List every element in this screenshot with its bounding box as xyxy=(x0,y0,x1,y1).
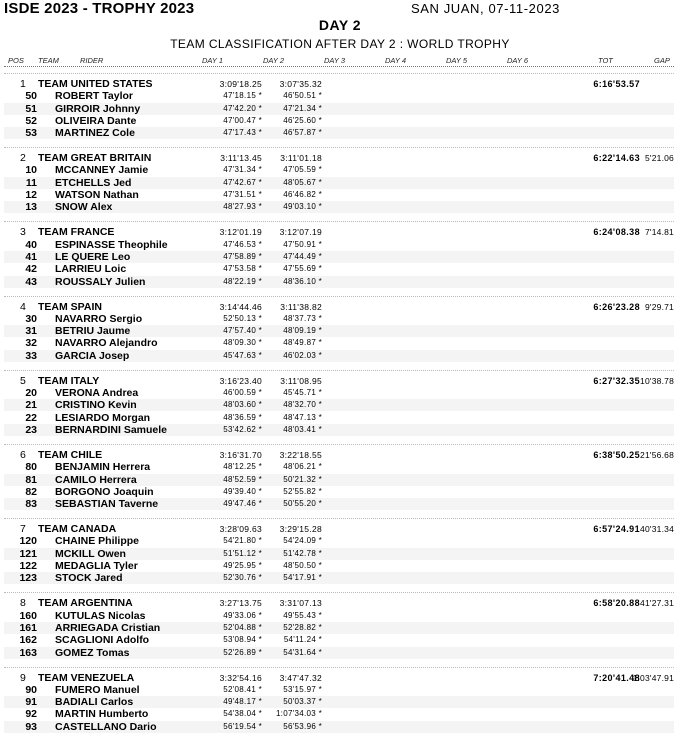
rider-day1-time: 54'38.04 * xyxy=(223,709,262,719)
rider-number: 163 xyxy=(19,646,37,659)
team-day2-time: 3:11'01.18 xyxy=(280,153,322,164)
rider-name: BORGONO Joaquin xyxy=(55,485,154,498)
team-name: TEAM VENEZUELA xyxy=(38,671,135,684)
team-total-time: 6:38'50.25 xyxy=(593,450,640,460)
rider-day2-time: 52'55.82 * xyxy=(283,486,322,496)
rider-name: SNOW Alex xyxy=(55,201,113,214)
rider-number: 22 xyxy=(25,411,37,424)
rider-day2-time: 48'49.87 * xyxy=(283,338,322,348)
rider-number: 123 xyxy=(19,572,37,585)
rider-name: ROBERT Taylor xyxy=(55,90,133,103)
team-gap: 40'31.34 xyxy=(640,524,674,535)
rider-row xyxy=(0,164,680,176)
team-position: 1 xyxy=(20,78,26,90)
team-total-time: 6:16'53.57 xyxy=(593,79,640,89)
team-day1-time: 3:16'31.70 xyxy=(219,450,262,460)
team-day1-time: 3:11'13.45 xyxy=(220,153,262,164)
rider-day2-time: 47'44.49 * xyxy=(283,251,322,261)
rider-day1-time: 49'25.95 * xyxy=(223,561,262,571)
event-title: ISDE 2023 - TROPHY 2023 xyxy=(4,0,195,17)
rider-row xyxy=(0,276,680,288)
rider-day2-time: 50'03.37 * xyxy=(283,697,322,707)
rider-day2-time: 53'15.97 * xyxy=(283,684,322,694)
team-separator xyxy=(4,296,674,297)
rider-row xyxy=(0,127,680,139)
team-position: 6 xyxy=(20,449,26,461)
rider-day1-time: 53'08.94 * xyxy=(223,635,262,645)
team-gap: 21'56.68 xyxy=(640,450,674,460)
rider-day2-time: 46'50.51 * xyxy=(283,91,322,101)
rider-day2-time: 56'53.96 * xyxy=(283,721,322,731)
rider-row xyxy=(0,115,680,127)
team-gap: 9'29.71 xyxy=(644,301,674,312)
rider-name: LE QUERE Leo xyxy=(55,250,131,263)
rider-number: 12 xyxy=(25,189,37,202)
rider-day1-time: 49'39.40 * xyxy=(223,486,262,496)
rider-name: CRISTINO Kevin xyxy=(55,399,137,412)
rider-row xyxy=(0,622,680,634)
rider-row xyxy=(0,387,680,399)
col-day6: DAY 6 xyxy=(507,56,528,65)
rider-day1-time: 48'12.25 * xyxy=(223,462,262,472)
team-day1-time: 3:14'44.46 xyxy=(219,301,262,312)
rider-name: MCKILL Owen xyxy=(55,547,126,560)
team-row xyxy=(0,597,680,609)
rider-day2-time: 48'32.70 * xyxy=(283,400,322,410)
team-total-time: 7:20'41.48 xyxy=(593,672,640,683)
rider-name: SCAGLIONI Adolfo xyxy=(55,634,150,647)
team-name: TEAM UNITED STATES xyxy=(38,78,153,90)
rider-day2-time: 1:07'34.03 * xyxy=(275,709,322,719)
rider-day2-time: 48'05.67 * xyxy=(283,177,322,187)
rider-name: ESPINASSE Theophile xyxy=(55,238,168,251)
rider-day1-time: 52'30.76 * xyxy=(223,573,262,583)
rider-name: BADIALI Carlos xyxy=(55,696,134,709)
rider-row xyxy=(0,498,680,510)
rider-day1-time: 47'18.15 * xyxy=(223,91,262,101)
team-day2-time: 3:31'07.13 xyxy=(279,598,322,609)
rider-day2-time: 47'21.34 * xyxy=(283,103,322,113)
rider-day1-time: 49'47.46 * xyxy=(223,499,262,509)
rider-name: ARRIEGADA Cristian xyxy=(55,621,161,634)
team-name: TEAM CANADA xyxy=(38,523,117,536)
rider-row xyxy=(0,535,680,547)
rider-number: 52 xyxy=(25,114,37,127)
rider-row xyxy=(0,610,680,622)
team-total-time: 6:24'08.38 xyxy=(593,227,640,238)
rider-day2-time: 48'47.13 * xyxy=(283,412,322,422)
rider-name: CAMILO Herrera xyxy=(55,473,137,486)
rider-name: GIRROIR Johnny xyxy=(55,102,141,115)
rider-day2-time: 48'09.19 * xyxy=(283,326,322,336)
rider-name: CHAINE Philippe xyxy=(55,535,140,548)
rider-day1-time: 48'27.93 * xyxy=(223,202,262,212)
rider-day2-time: 45'45.71 * xyxy=(283,388,322,398)
rider-row xyxy=(0,350,680,362)
rider-name: MCCANNEY Jamie xyxy=(55,164,149,177)
rider-day2-time: 49'55.43 * xyxy=(283,610,322,620)
col-rider: RIDER xyxy=(80,56,104,65)
rider-day2-time: 48'36.10 * xyxy=(283,276,322,286)
rider-number: 10 xyxy=(25,164,37,177)
col-day5: DAY 5 xyxy=(446,56,467,65)
rider-row xyxy=(0,634,680,646)
rider-row xyxy=(0,103,680,115)
rider-name: GOMEZ Tomas xyxy=(55,646,130,659)
rider-number: 93 xyxy=(25,720,37,733)
rider-number: 91 xyxy=(25,696,37,709)
rider-row xyxy=(0,189,680,201)
rider-day1-time: 48'09.30 * xyxy=(223,338,262,348)
team-row xyxy=(0,152,680,164)
rider-row xyxy=(0,721,680,733)
rider-name: ROUSSALY Julien xyxy=(55,275,146,288)
rider-number: 31 xyxy=(25,325,37,338)
rider-day1-time: 47'58.89 * xyxy=(223,251,262,261)
rider-number: 32 xyxy=(25,337,37,350)
rider-day2-time: 51'42.78 * xyxy=(283,548,322,558)
rider-day2-time: 46'25.60 * xyxy=(283,115,322,125)
rider-number: 120 xyxy=(19,535,37,548)
rider-day1-time: 56'19.54 * xyxy=(223,721,262,731)
team-position: 3 xyxy=(20,226,26,239)
rider-name: KUTULAS Nicolas xyxy=(55,609,146,622)
rider-day1-time: 49'33.06 * xyxy=(223,610,262,620)
team-separator xyxy=(4,147,674,148)
rider-name: FUMERO Manuel xyxy=(55,683,140,696)
rider-row xyxy=(0,239,680,251)
rider-day2-time: 48'06.21 * xyxy=(283,462,322,472)
col-pos: POS xyxy=(8,56,24,65)
team-total-time: 6:58'20.88 xyxy=(593,598,640,609)
rider-day1-time: 47'17.43 * xyxy=(223,128,262,138)
team-gap: 41'27.31 xyxy=(640,598,674,609)
rider-name: CASTELLANO Dario xyxy=(55,720,157,733)
rider-name: ETCHELLS Jed xyxy=(55,176,132,189)
team-gap: 1:03'47.91 xyxy=(632,672,674,683)
team-row xyxy=(0,523,680,535)
team-day2-time: 3:47'47.32 xyxy=(279,672,322,683)
team-day1-time: 3:32'54.16 xyxy=(219,672,262,683)
rider-day2-time: 47'05.59 * xyxy=(283,165,322,175)
team-day2-time: 3:29'15.28 xyxy=(279,524,322,535)
team-separator xyxy=(4,592,674,593)
rider-day1-time: 49'48.17 * xyxy=(223,697,262,707)
rider-row xyxy=(0,177,680,189)
rider-row xyxy=(0,696,680,708)
team-position: 2 xyxy=(20,152,26,165)
rider-name: LESIARDO Morgan xyxy=(55,411,151,424)
team-name: TEAM ITALY xyxy=(38,374,100,387)
team-name: TEAM ARGENTINA xyxy=(38,597,133,610)
rider-day1-time: 52'08.41 * xyxy=(223,684,262,694)
team-gap: 10'38.78 xyxy=(640,375,674,386)
rider-day1-time: 46'00.59 * xyxy=(223,388,262,398)
rider-row xyxy=(0,201,680,213)
rider-row xyxy=(0,263,680,275)
rider-number: 21 xyxy=(25,399,37,412)
rider-row xyxy=(0,684,680,696)
rider-day1-time: 47'57.40 * xyxy=(223,326,262,336)
team-total-time: 6:27'32.35 xyxy=(593,375,640,386)
rider-day1-time: 47'53.58 * xyxy=(223,264,262,274)
rider-number: 83 xyxy=(25,498,37,511)
team-position: 8 xyxy=(20,597,26,610)
col-team: TEAM xyxy=(38,56,59,65)
team-row xyxy=(0,375,680,387)
rider-day1-time: 52'50.13 * xyxy=(223,313,262,323)
team-separator xyxy=(4,518,674,519)
col-tot: TOT xyxy=(598,56,613,65)
rider-day2-time: 47'55.69 * xyxy=(283,264,322,274)
rider-row xyxy=(0,548,680,560)
rider-day1-time: 52'26.89 * xyxy=(223,647,262,657)
rider-name: BENJAMIN Herrera xyxy=(55,461,151,474)
rider-row xyxy=(0,560,680,572)
rider-row xyxy=(0,708,680,720)
rider-row xyxy=(0,90,680,102)
rider-day1-time: 48'22.19 * xyxy=(223,276,262,286)
rider-number: 20 xyxy=(25,387,37,400)
rider-number: 11 xyxy=(25,176,37,189)
rider-day2-time: 50'21.32 * xyxy=(283,474,322,484)
rider-name: OLIVEIRA Dante xyxy=(55,114,137,127)
rider-row xyxy=(0,486,680,498)
rider-day2-time: 49'03.10 * xyxy=(283,202,322,212)
rider-day2-time: 50'55.20 * xyxy=(283,499,322,509)
header-rule xyxy=(4,66,674,67)
rider-name: BERNARDINI Samuele xyxy=(55,423,168,436)
rider-day2-time: 48'37.73 * xyxy=(283,313,322,323)
rider-number: 33 xyxy=(25,349,37,362)
rider-number: 82 xyxy=(25,485,37,498)
rider-number: 162 xyxy=(19,634,37,647)
rider-number: 13 xyxy=(25,201,37,214)
rider-number: 41 xyxy=(25,250,37,263)
rider-number: 53 xyxy=(25,127,37,140)
rider-name: GARCIA Josep xyxy=(55,349,130,362)
team-day2-time: 3:11'38.82 xyxy=(280,301,322,312)
rider-number: 40 xyxy=(25,238,37,251)
rider-day2-time: 54'17.91 * xyxy=(283,573,322,583)
team-position: 9 xyxy=(20,671,26,684)
team-total-time: 6:26'23.28 xyxy=(593,301,640,312)
rider-row xyxy=(0,572,680,584)
rider-number: 90 xyxy=(25,683,37,696)
team-gap: 5'21.06 xyxy=(644,153,674,164)
rider-name: NAVARRO Sergio xyxy=(55,312,143,325)
rider-name: MARTINEZ Cole xyxy=(55,127,135,140)
rider-number: 122 xyxy=(19,560,37,573)
classification-subtitle: TEAM CLASSIFICATION AFTER DAY 2 : WORLD TROPHY xyxy=(170,37,510,51)
rider-day2-time: 48'03.41 * xyxy=(283,424,322,434)
rider-name: VERONA Andrea xyxy=(55,387,139,400)
team-day2-time: 3:12'07.19 xyxy=(279,227,322,238)
team-day1-time: 3:27'13.75 xyxy=(219,598,262,609)
team-separator xyxy=(4,444,674,445)
team-separator xyxy=(4,370,674,371)
rider-number: 80 xyxy=(25,461,37,474)
col-day2: DAY 2 xyxy=(263,56,284,65)
rider-number: 160 xyxy=(19,609,37,622)
team-row xyxy=(0,226,680,238)
team-name: TEAM CHILE xyxy=(38,449,103,461)
rider-day2-time: 46'57.87 * xyxy=(283,128,322,138)
rider-row xyxy=(0,251,680,263)
team-name: TEAM SPAIN xyxy=(38,300,102,313)
rider-day2-time: 47'50.91 * xyxy=(283,239,322,249)
rider-number: 30 xyxy=(25,312,37,325)
day-heading: DAY 2 xyxy=(318,17,362,33)
rider-day2-time: 52'28.82 * xyxy=(283,622,322,632)
team-name: TEAM GREAT BRITAIN xyxy=(38,152,152,165)
col-gap: GAP xyxy=(654,56,670,65)
rider-number: 121 xyxy=(19,547,37,560)
rider-row xyxy=(0,337,680,349)
team-row xyxy=(0,301,680,313)
rider-day2-time: 46'46.82 * xyxy=(283,190,322,200)
rider-day1-time: 47'42.67 * xyxy=(223,177,262,187)
team-row xyxy=(0,672,680,684)
rider-name: STOCK Jared xyxy=(55,572,123,585)
rider-row xyxy=(0,325,680,337)
rider-day1-time: 48'36.59 * xyxy=(223,412,262,422)
team-total-time: 6:22'14.63 xyxy=(593,153,640,164)
rider-day2-time: 54'31.64 * xyxy=(283,647,322,657)
rider-day2-time: 54'24.09 * xyxy=(283,536,322,546)
team-position: 4 xyxy=(20,300,26,313)
rider-number: 42 xyxy=(25,263,37,276)
rider-number: 23 xyxy=(25,423,37,436)
team-day2-time: 3:11'08.95 xyxy=(280,375,322,386)
rider-day1-time: 54'21.80 * xyxy=(223,536,262,546)
team-position: 7 xyxy=(20,523,26,536)
rider-day1-time: 48'52.59 * xyxy=(223,474,262,484)
rider-day2-time: 54'11.24 * xyxy=(283,635,322,645)
team-day2-time: 3:07'35.32 xyxy=(279,79,322,89)
rider-row xyxy=(0,399,680,411)
rider-day1-time: 52'04.88 * xyxy=(223,622,262,632)
rider-number: 50 xyxy=(25,90,37,103)
rider-day1-time: 47'42.20 * xyxy=(223,103,262,113)
team-gap: 7'14.81 xyxy=(644,227,674,238)
team-row xyxy=(0,78,680,90)
rider-number: 51 xyxy=(25,102,37,115)
team-total-time: 6:57'24.91 xyxy=(593,524,640,535)
rider-number: 92 xyxy=(25,708,37,721)
team-name: TEAM FRANCE xyxy=(38,226,115,239)
rider-number: 81 xyxy=(25,473,37,486)
rider-day1-time: 47'31.34 * xyxy=(223,165,262,175)
rider-name: SEBASTIAN Taverne xyxy=(55,498,159,511)
rider-name: MEDAGLIA Tyler xyxy=(55,560,138,573)
rider-day2-time: 48'50.50 * xyxy=(283,561,322,571)
team-row xyxy=(0,449,680,461)
team-day1-time: 3:12'01.19 xyxy=(219,227,262,238)
rider-day1-time: 47'31.51 * xyxy=(223,190,262,200)
team-day2-time: 3:22'18.55 xyxy=(279,450,322,460)
rider-day2-time: 46'02.03 * xyxy=(283,350,322,360)
team-day1-time: 3:16'23.40 xyxy=(219,375,262,386)
rider-number: 43 xyxy=(25,275,37,288)
team-position: 5 xyxy=(20,374,26,387)
rider-name: NAVARRO Alejandro xyxy=(55,337,158,350)
rider-day1-time: 48'03.60 * xyxy=(223,400,262,410)
team-separator xyxy=(4,221,674,222)
col-day1: DAY 1 xyxy=(202,56,223,65)
team-separator xyxy=(4,667,674,668)
team-day1-time: 3:28'09.63 xyxy=(219,524,262,535)
rider-row xyxy=(0,461,680,473)
col-day3: DAY 3 xyxy=(324,56,345,65)
rider-day1-time: 47'00.47 * xyxy=(223,115,262,125)
rider-row xyxy=(0,647,680,659)
rider-name: BETRIU Jaume xyxy=(55,325,131,338)
rider-name: LARRIEU Loic xyxy=(55,263,127,276)
rider-name: WATSON Nathan xyxy=(55,189,139,202)
rider-name: MARTIN Humberto xyxy=(55,708,149,721)
rider-day1-time: 47'46.53 * xyxy=(223,239,262,249)
rider-row xyxy=(0,412,680,424)
rider-row xyxy=(0,474,680,486)
rider-day1-time: 51'51.12 * xyxy=(223,548,262,558)
col-day4: DAY 4 xyxy=(385,56,406,65)
rider-row xyxy=(0,424,680,436)
team-separator xyxy=(4,73,674,74)
rider-day1-time: 53'42.62 * xyxy=(223,424,262,434)
rider-number: 161 xyxy=(19,621,37,634)
place-date: SAN JUAN, 07-11-2023 xyxy=(410,1,560,16)
rider-row xyxy=(0,313,680,325)
team-day1-time: 3:09'18.25 xyxy=(219,79,262,89)
rider-day1-time: 45'47.63 * xyxy=(223,350,262,360)
